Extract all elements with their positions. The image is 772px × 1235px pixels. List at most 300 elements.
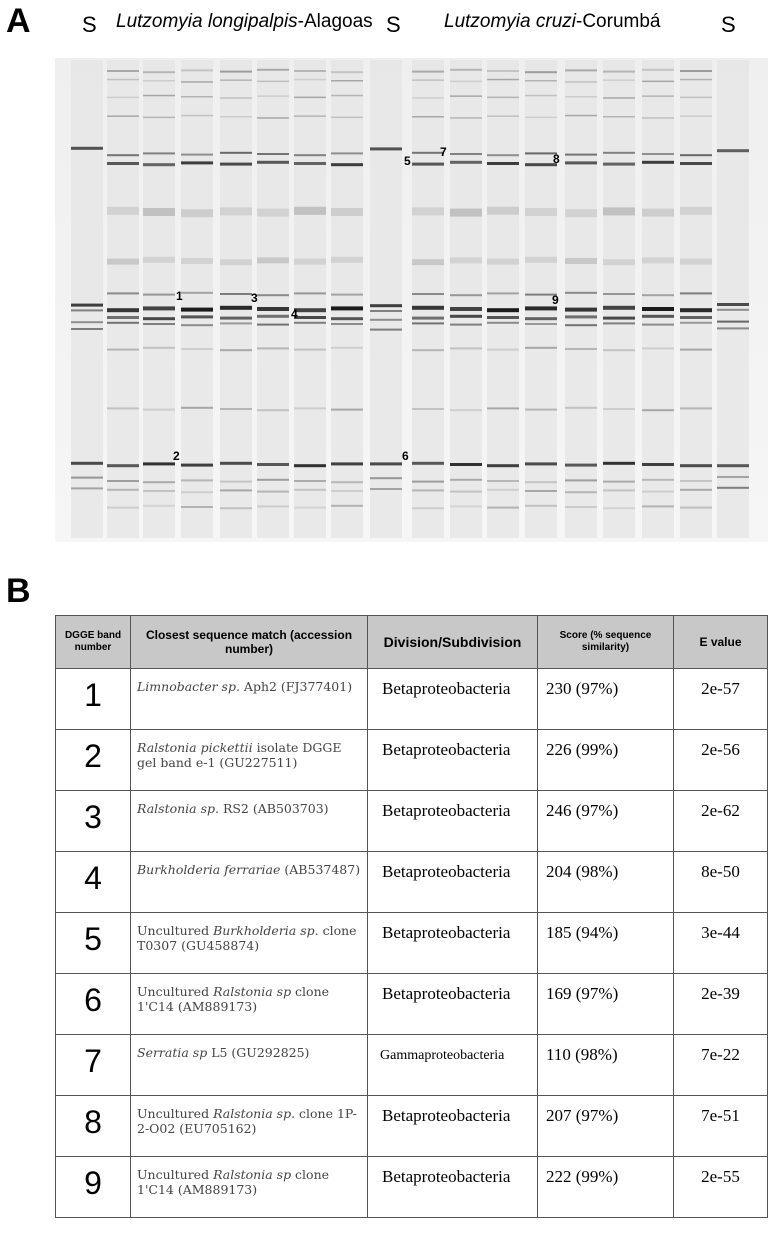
- gel-band: [525, 95, 557, 97]
- gel-band: [143, 71, 175, 73]
- gel-lane: [642, 60, 674, 538]
- gel-band: [680, 162, 712, 165]
- gel-band: [331, 95, 363, 97]
- gel-band: [680, 97, 712, 99]
- gel-band: [487, 480, 519, 482]
- match-organism: Ralstonia pickettii: [137, 740, 253, 755]
- band-number-cell: 8: [56, 1096, 131, 1157]
- gel-band: [181, 324, 213, 326]
- panel-b-letter: B: [6, 572, 31, 610]
- closest-match-cell: [131, 791, 368, 852]
- gel-band: [525, 481, 557, 483]
- gel-band: [603, 293, 635, 295]
- closest-match-cell: [131, 730, 368, 791]
- gel-band: [565, 154, 597, 156]
- gel-band: [487, 322, 519, 324]
- score-cell: 110 (98%): [538, 1035, 674, 1096]
- gel-band: [642, 347, 674, 349]
- gel-band: [143, 294, 175, 296]
- gel-band: [603, 349, 635, 351]
- gel-band: [565, 292, 597, 294]
- band-number-label: 8: [553, 152, 560, 166]
- gel-band: [257, 347, 289, 349]
- gel-band: [525, 208, 557, 216]
- gel-band: [331, 505, 363, 507]
- gel-band: [370, 310, 402, 312]
- gel-band: [450, 95, 482, 97]
- gel-band: [642, 209, 674, 217]
- gel-band: [717, 464, 749, 467]
- gel-band: [370, 329, 402, 331]
- standard-lane-label: S: [386, 12, 401, 37]
- gel-band: [642, 81, 674, 83]
- gel-lane: [370, 60, 402, 538]
- evalue-cell: 2e-62: [674, 791, 768, 852]
- evalue-cell: 2e-39: [674, 974, 768, 1035]
- gel-band: [412, 489, 444, 491]
- gel-band: [412, 481, 444, 483]
- band-number-cell: 9: [56, 1157, 131, 1218]
- band-number-cell: 6: [56, 974, 131, 1035]
- gel-band: [181, 308, 213, 312]
- gel-band: [220, 79, 252, 81]
- gel-band: [220, 163, 252, 166]
- match-suffix: clone T0307 (GU458874): [137, 923, 357, 953]
- gel-band: [257, 117, 289, 119]
- gel-band: [487, 79, 519, 81]
- gel-band: [642, 491, 674, 493]
- gel-band: [412, 306, 444, 310]
- match-organism: Burkholderia sp.: [213, 923, 319, 938]
- gel-band: [680, 464, 712, 467]
- evalue-cell: 2e-57: [674, 669, 768, 730]
- gel-band: [717, 487, 749, 489]
- band-number-cell: 7: [56, 1035, 131, 1096]
- gel-band: [143, 306, 175, 310]
- evalue-cell: 8e-50: [674, 852, 768, 913]
- gel-band: [143, 95, 175, 97]
- gel-band: [181, 69, 213, 71]
- match-organism: Ralstonia sp: [213, 1167, 292, 1182]
- gel-band: [331, 409, 363, 411]
- match-suffix: clone 1P-2-O02 (EU705162): [137, 1106, 357, 1136]
- gel-band: [450, 307, 482, 311]
- gel-band: [257, 315, 289, 318]
- gel-band: [565, 348, 597, 350]
- gel-band: [717, 149, 749, 152]
- evalue-cell: 3e-44: [674, 913, 768, 974]
- gel-band: [257, 409, 289, 411]
- table-row: [56, 730, 768, 791]
- gel-band: [450, 117, 482, 119]
- gel-band: [680, 489, 712, 491]
- gel-band: [412, 163, 444, 166]
- table-row: [56, 974, 768, 1035]
- gel-band: [565, 491, 597, 493]
- gel-band: [220, 462, 252, 465]
- gel-band: [257, 505, 289, 507]
- header-evalue: E value: [674, 616, 768, 669]
- gel-band: [331, 462, 363, 465]
- gel-band: [450, 491, 482, 493]
- gel-band: [525, 462, 557, 465]
- gel-band: [412, 507, 444, 509]
- gel-band: [181, 115, 213, 117]
- gel-lane: [257, 60, 289, 538]
- gel-band: [71, 321, 103, 323]
- gel-band: [642, 307, 674, 311]
- gel-band: [565, 115, 597, 117]
- gel-band: [642, 315, 674, 318]
- gel-band: [412, 259, 444, 265]
- gel-band: [220, 408, 252, 410]
- gel-band: [257, 324, 289, 326]
- header-score: Score (% sequence similarity): [538, 616, 674, 669]
- gel-band: [257, 463, 289, 466]
- table-row: [56, 791, 768, 852]
- gel-band: [71, 462, 103, 465]
- gel-band: [331, 257, 363, 263]
- gel-band: [565, 258, 597, 264]
- gel-band: [487, 507, 519, 509]
- gel-band: [642, 95, 674, 97]
- gel-band: [220, 306, 252, 310]
- gel-band: [257, 307, 289, 311]
- gel-band: [717, 303, 749, 306]
- gel-band: [450, 294, 482, 296]
- header-closest-match: Closest sequence match (accession number): [131, 616, 368, 669]
- division-cell: Betaproteobacteria: [368, 913, 538, 974]
- gel-band: [220, 207, 252, 215]
- gel-band: [143, 481, 175, 483]
- division-cell: Betaproteobacteria: [368, 1157, 538, 1218]
- gel-band: [487, 162, 519, 165]
- band-number-label: 6: [402, 449, 409, 463]
- gel-band: [642, 324, 674, 326]
- gel-band: [220, 116, 252, 118]
- gel-band: [143, 117, 175, 119]
- gel-band: [294, 162, 326, 165]
- division-cell: Betaproteobacteria: [368, 730, 538, 791]
- gel-band: [107, 480, 139, 482]
- gel-band: [525, 117, 557, 119]
- gel-band: [412, 207, 444, 215]
- gel-band: [294, 292, 326, 294]
- gel-band: [450, 315, 482, 318]
- gel-lane: [603, 60, 635, 538]
- gel-band: [717, 321, 749, 323]
- gel-band: [603, 322, 635, 324]
- match-prefix: Uncultured: [137, 1167, 214, 1182]
- table-row: [56, 669, 768, 730]
- gel-lane: [220, 60, 252, 538]
- group1-header: [116, 10, 373, 34]
- gel-band: [294, 480, 326, 482]
- gel-band: [487, 292, 519, 294]
- gel-band: [487, 316, 519, 319]
- gel-band: [680, 70, 712, 72]
- gel-band: [525, 490, 557, 492]
- gel-lane: [450, 60, 482, 538]
- gel-band: [294, 70, 326, 72]
- gel-band: [450, 505, 482, 507]
- table-row: [56, 1157, 768, 1218]
- gel-band: [331, 117, 363, 119]
- division-cell: Betaproteobacteria: [368, 974, 538, 1035]
- gel-band: [181, 479, 213, 481]
- gel-band: [220, 97, 252, 99]
- gel-band: [107, 259, 139, 265]
- gel-band: [107, 316, 139, 319]
- gel-band: [487, 207, 519, 215]
- gel-band: [294, 259, 326, 265]
- evalue-cell: 2e-56: [674, 730, 768, 791]
- gel-band: [565, 96, 597, 98]
- gel-band: [680, 316, 712, 319]
- gel-band: [220, 71, 252, 73]
- gel-band: [603, 97, 635, 99]
- sequence-match-table: [55, 615, 768, 1218]
- gel-band: [680, 207, 712, 215]
- gel-band: [331, 294, 363, 296]
- gel-band: [181, 407, 213, 409]
- gel-band: [257, 209, 289, 217]
- gel-band: [143, 317, 175, 320]
- gel-band: [717, 327, 749, 329]
- gel-band: [412, 462, 444, 465]
- gel-band: [412, 293, 444, 295]
- band-number-label: 2: [173, 449, 180, 463]
- gel-band: [525, 347, 557, 349]
- gel-band: [450, 69, 482, 71]
- group1-species: Lutzomyia longipalpis: [116, 11, 298, 32]
- gel-band: [220, 322, 252, 324]
- gel-band: [107, 349, 139, 351]
- gel-band: [294, 464, 326, 467]
- gel-band: [603, 489, 635, 491]
- gel-band: [294, 407, 326, 409]
- gel-band: [143, 462, 175, 465]
- gel-band: [642, 69, 674, 71]
- gel-band: [294, 349, 326, 351]
- gel-band: [107, 154, 139, 156]
- gel-band: [181, 315, 213, 318]
- table-row: [56, 1035, 768, 1096]
- gel-band: [143, 323, 175, 325]
- gel-band: [565, 161, 597, 164]
- gel-band: [412, 79, 444, 81]
- gel-band: [107, 115, 139, 117]
- band-number-label: 9: [552, 293, 559, 307]
- gel-band: [565, 407, 597, 409]
- gel-band: [107, 507, 139, 509]
- match-prefix: Uncultured: [137, 1106, 214, 1121]
- gel-band: [642, 294, 674, 296]
- gel-band: [525, 317, 557, 320]
- match-suffix: L5 (GU292825): [207, 1045, 310, 1060]
- gel-band: [143, 505, 175, 507]
- gel-band: [450, 463, 482, 466]
- gel-band: [450, 81, 482, 83]
- gel-band: [181, 506, 213, 508]
- gel-band: [220, 507, 252, 509]
- gel-band: [143, 152, 175, 154]
- gel-band: [71, 304, 103, 307]
- gel-band: [525, 71, 557, 73]
- division-cell: Betaproteobacteria: [368, 669, 538, 730]
- gel-band: [107, 489, 139, 491]
- evalue-cell: 7e-51: [674, 1096, 768, 1157]
- score-cell: 204 (98%): [538, 852, 674, 913]
- match-suffix: clone 1'C14 (AM889173): [137, 984, 330, 1014]
- gel-band: [487, 259, 519, 265]
- gel-band: [642, 479, 674, 481]
- gel-band: [487, 349, 519, 351]
- gel-band: [143, 490, 175, 492]
- gel-svg: [55, 58, 768, 542]
- gel-band: [107, 207, 139, 215]
- gel-band: [181, 464, 213, 467]
- gel-lane: [143, 60, 175, 538]
- gel-band: [294, 489, 326, 491]
- gel-band: [412, 97, 444, 99]
- gel-band: [181, 154, 213, 156]
- gel-band: [565, 209, 597, 217]
- gel-band: [71, 309, 103, 311]
- gel-band: [181, 81, 213, 83]
- gel-band: [450, 324, 482, 326]
- gel-band: [717, 476, 749, 478]
- gel-band: [181, 96, 213, 98]
- table-row: [56, 913, 768, 974]
- score-cell: 230 (97%): [538, 669, 674, 730]
- gel-band: [71, 487, 103, 489]
- gel-band: [331, 208, 363, 216]
- gel-band: [331, 317, 363, 320]
- gel-band: [680, 308, 712, 312]
- gel-band: [680, 154, 712, 156]
- closest-match-cell: [131, 1157, 368, 1218]
- gel-band: [257, 81, 289, 83]
- match-suffix: clone 1'C14 (AM889173): [137, 1167, 330, 1197]
- match-organism: Ralstonia sp.: [213, 1106, 296, 1121]
- gel-band: [412, 116, 444, 118]
- gel-band: [642, 161, 674, 164]
- gel-band: [331, 80, 363, 82]
- gel-band: [143, 80, 175, 82]
- gel-band: [642, 153, 674, 155]
- evalue-cell: 2e-55: [674, 1157, 768, 1218]
- gel-band: [370, 477, 402, 479]
- match-suffix: isolate DGGE gel band e-1 (GU227511): [137, 740, 342, 770]
- gel-band: [331, 347, 363, 349]
- gel-band: [370, 462, 402, 465]
- score-cell: 207 (97%): [538, 1096, 674, 1157]
- gel-band: [220, 293, 252, 295]
- division-cell: Betaproteobacteria: [368, 852, 538, 913]
- gel-band: [412, 317, 444, 320]
- gel-band: [220, 317, 252, 320]
- gel-band: [412, 71, 444, 73]
- gel-band: [680, 322, 712, 324]
- gel-lane: [412, 60, 444, 538]
- gel-band: [257, 69, 289, 71]
- gel-band: [565, 315, 597, 318]
- band-number-cell: 3: [56, 791, 131, 852]
- table-header-row: [56, 616, 768, 669]
- gel-band: [412, 349, 444, 351]
- gel-band: [487, 407, 519, 409]
- band-number-cell: 1: [56, 669, 131, 730]
- gel-band: [257, 257, 289, 263]
- gel-band: [565, 81, 597, 83]
- group2-header: [444, 10, 660, 34]
- gel-band: [294, 79, 326, 81]
- gel-band: [450, 161, 482, 164]
- standard-lane-label: S: [721, 12, 736, 37]
- evalue-cell: 7e-22: [674, 1035, 768, 1096]
- gel-band: [107, 79, 139, 81]
- gel-band: [603, 259, 635, 265]
- match-prefix: Uncultured: [137, 923, 214, 938]
- match-organism: Ralstonia sp: [213, 984, 292, 999]
- gel-band: [450, 409, 482, 411]
- gel-band: [331, 71, 363, 73]
- gel-band: [331, 490, 363, 492]
- gel-band: [487, 97, 519, 99]
- gel-band: [680, 349, 712, 351]
- gel-band: [143, 163, 175, 166]
- gel-band: [680, 480, 712, 482]
- gel-band: [257, 479, 289, 481]
- closest-match-cell: [131, 974, 368, 1035]
- gel-band: [143, 409, 175, 411]
- gel-band: [412, 408, 444, 410]
- gel-band: [294, 154, 326, 156]
- gel-band: [680, 115, 712, 117]
- gel-band: [642, 409, 674, 411]
- gel-band: [107, 70, 139, 72]
- band-number-label: 4: [291, 307, 298, 321]
- gel-band: [603, 116, 635, 118]
- closest-match-cell: [131, 669, 368, 730]
- gel-band: [181, 161, 213, 164]
- gel-band: [331, 163, 363, 166]
- gel-band: [603, 408, 635, 410]
- closest-match-cell: [131, 1035, 368, 1096]
- gel-band: [487, 70, 519, 72]
- gel-band: [181, 258, 213, 264]
- match-suffix: Aph2 (FJ377401): [239, 679, 353, 694]
- panel-a-letter: A: [6, 2, 31, 40]
- band-number-label: 3: [251, 291, 258, 305]
- gel-band: [450, 347, 482, 349]
- gel-band: [525, 505, 557, 507]
- dgge-gel-image: [55, 58, 768, 542]
- gel-band: [603, 152, 635, 154]
- division-cell: Gammaproteobacteria: [368, 1035, 538, 1096]
- gel-band: [181, 491, 213, 493]
- gel-band: [680, 259, 712, 265]
- gel-band: [257, 161, 289, 164]
- gel-band: [525, 257, 557, 263]
- gel-band: [565, 479, 597, 481]
- gel-band: [294, 115, 326, 117]
- gel-band: [717, 309, 749, 311]
- gel-band: [450, 257, 482, 263]
- gel-band: [71, 328, 103, 330]
- group2-location: -Corumbá: [576, 11, 661, 32]
